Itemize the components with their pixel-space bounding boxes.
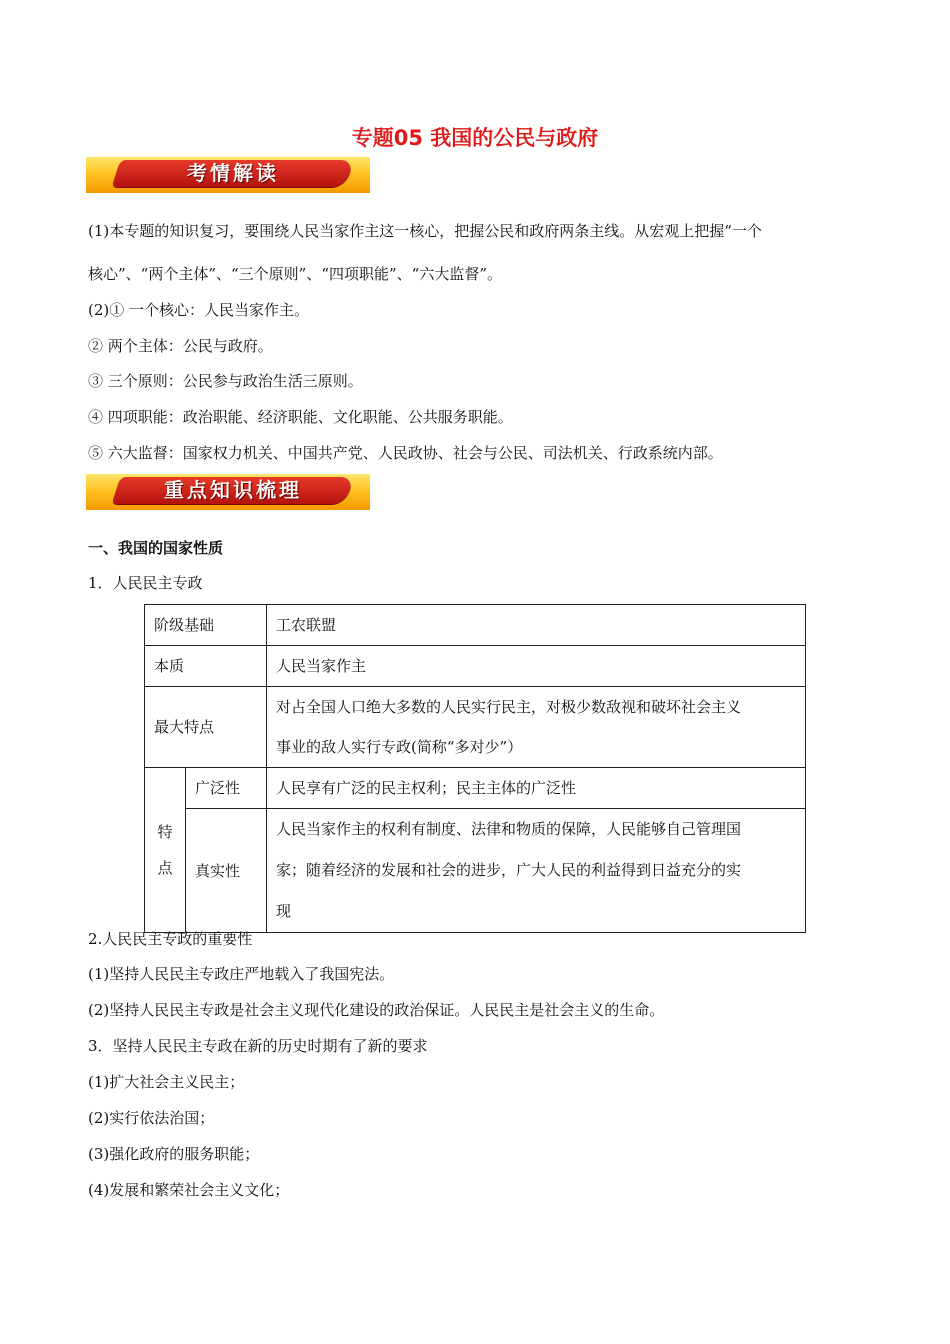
table-row xyxy=(145,605,806,646)
table-row xyxy=(145,768,806,809)
table-row xyxy=(145,646,806,687)
cell-line: 现 xyxy=(276,902,292,920)
list-item: (1)坚持人民民主专政庄严地载入了我国宪法。 xyxy=(88,965,395,983)
cell-line: 家；随着经济的发展和社会的进步，广大人民的利益得到日益充分的实 xyxy=(276,861,742,879)
subsection-heading: 2.人民民主专政的重要性 xyxy=(88,930,253,948)
table-cell-label: 广泛性 xyxy=(186,768,267,809)
list-item: (4)发展和繁荣社会主义文化； xyxy=(88,1181,290,1199)
table-cell-value: 人民当家作主 xyxy=(267,646,806,687)
subsection-heading: 3．坚持人民民主专政在新的历史时期有了新的要求 xyxy=(88,1037,428,1055)
page-title: 专题05 我国的公民与政府 xyxy=(351,126,599,150)
intro-item: ② 两个主体：公民与政府。 xyxy=(88,337,273,355)
section-heading: 一、我国的国家性质 xyxy=(88,539,224,557)
intro-item: ③ 三个原则：公民参与政治生活三原则。 xyxy=(88,372,363,390)
table-row xyxy=(145,809,806,933)
list-item: (3)强化政府的服务职能； xyxy=(88,1145,260,1163)
banner-label: 重点知识梳理 xyxy=(164,478,302,502)
table-cell-value xyxy=(267,809,806,933)
dictatorship-table xyxy=(144,604,806,933)
intro-line-1: (1)本专题的知识复习，要围绕人民当家作主这一核心，把握公民和政府两条主线。从宏观上把握“一个 xyxy=(88,222,762,240)
intro-item: ⑤ 六大监督：国家权力机关、中国共产党、人民政协、社会与公民、司法机关、行政系统内部。 xyxy=(88,444,723,462)
cell-line: 对占全国人口绝大多数的人民实行民主，对极少数敌视和破坏社会主义 xyxy=(276,698,742,716)
feature-char: 点 xyxy=(157,859,173,877)
feature-char: 特 xyxy=(157,823,173,841)
table-cell-feature-label xyxy=(145,768,186,933)
table-cell-value: 人民享有广泛的民主权利；民主主体的广泛性 xyxy=(267,768,806,809)
table-cell-label: 本质 xyxy=(145,646,267,687)
banner-label: 考情解读 xyxy=(187,161,279,185)
list-item: (2)实行依法治国； xyxy=(88,1109,215,1127)
subsection-heading: 1．人民民主专政 xyxy=(88,574,203,592)
table-cell-label: 真实性 xyxy=(186,809,267,933)
table-cell-value: 工农联盟 xyxy=(267,605,806,646)
intro-item: ④ 四项职能：政治职能、经济职能、文化职能、公共服务职能。 xyxy=(88,408,513,426)
table-cell-label: 阶级基础 xyxy=(145,605,267,646)
table-cell-label: 最大特点 xyxy=(145,687,267,768)
table-cell-value xyxy=(267,687,806,768)
banner-exam-analysis xyxy=(86,157,370,193)
intro-item: (2)① 一个核心：人民当家作主。 xyxy=(88,301,310,319)
list-item: (2)坚持人民民主专政是社会主义现代化建设的政治保证。人民民主是社会主义的生命。 xyxy=(88,1001,665,1019)
cell-line: 事业的敌人实行专政(简称“多对少”） xyxy=(276,738,523,756)
cell-line: 人民当家作主的权利有制度、法律和物质的保障，人民能够自己管理国 xyxy=(276,820,742,838)
list-item: (1)扩大社会主义民主； xyxy=(88,1073,245,1091)
intro-line-2: 核心”、“两个主体”、“三个原则”、“四项职能”、“六大监督”。 xyxy=(88,265,503,283)
banner-key-points xyxy=(86,474,370,510)
table-row xyxy=(145,687,806,768)
